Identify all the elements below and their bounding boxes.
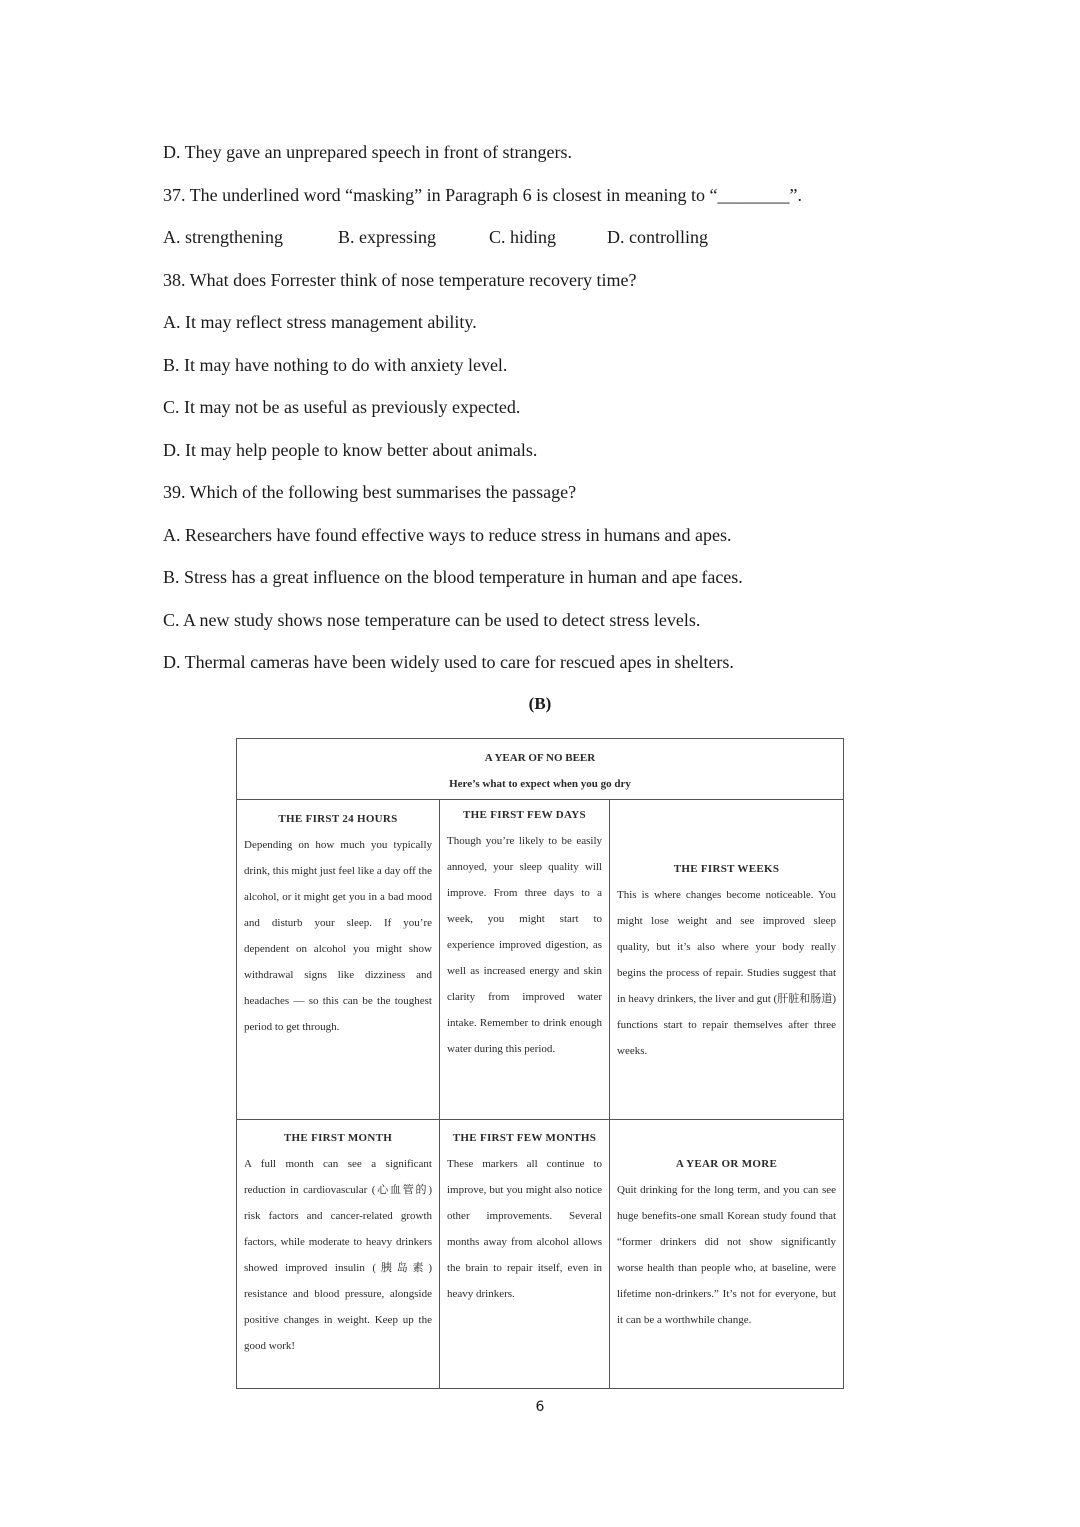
cell-year-or-more xyxy=(610,1120,844,1389)
table-header xyxy=(237,739,844,800)
q37-option-a: A. strengthening xyxy=(163,227,283,247)
cell-title: A YEAR OR MORE xyxy=(675,1158,778,1170)
cell-first-24-hours xyxy=(237,800,440,1120)
cell-text: Though you’re likely to be easily annoyed, your sleep quality will improve. From three days to a week, you might start to experience improved digestion, as well as increased energy and skin clarity from improved water intake. Remember to drink enough water during this period. xyxy=(447,835,602,1055)
q38-option-b: B. It may have nothing to do with anxiety level. xyxy=(163,354,508,375)
cell-text: Quit drinking for the long term, and you can see huge benefits-one small Korean study found that “former drinkers did not show significantly worse health than people who, at baseline, were lifetime non-drinkers.” It’s not for everyone, but it can be a worthwhile change. xyxy=(617,1184,837,1326)
question-block xyxy=(163,141,863,694)
cell-first-month xyxy=(237,1120,440,1389)
cell-text: This is where changes become noticeable. You might lose weight and see improved sleep quality, but it’s also where your body really begins the process of repair. Studies suggest that in heavy drinkers, the liver and gut (肝脏和肠道) functions start to repair themselves after three weeks. xyxy=(617,888,837,1057)
q39-option-c: C. A new study shows nose temperature can be used to detect stress levels. xyxy=(163,609,701,630)
cell-title: THE FIRST FEW MONTHS xyxy=(452,1132,597,1144)
cell-title: THE FIRST FEW DAYS xyxy=(463,809,586,821)
cell-title: THE FIRST MONTH xyxy=(283,1132,393,1144)
cell-text: Depending on how much you typically drink, this might just feel like a day off the alcohol, or it might get you in a bad mood and disturb your sleep. If you’re dependent on alcohol you might show withdrawal signs like dizziness and headaches — so this can be the toughest period to get through. xyxy=(244,839,432,1033)
section-label: (B) xyxy=(528,694,552,713)
q39-stem: 39. Which of the following best summarises the passage? xyxy=(163,482,577,502)
q37-option-c: C. hiding xyxy=(489,227,557,247)
cell-first-few-months xyxy=(440,1120,610,1389)
q37-stem: 37. The underlined word “masking” in Paragraph 6 is closest in meaning to “________”. xyxy=(163,184,803,205)
q39-option-d: D. Thermal cameras have been widely used to care for rescued apes in shelters. xyxy=(163,652,734,672)
q37-option-d: D. controlling xyxy=(607,227,708,247)
cell-title: THE FIRST 24 HOURS xyxy=(278,813,398,825)
table-subtitle: Here’s what to expect when you go dry xyxy=(449,778,631,790)
q37-option-b: B. expressing xyxy=(338,227,436,247)
info-table xyxy=(236,738,844,1389)
cell-title: THE FIRST WEEKS xyxy=(673,862,780,875)
cell-first-few-days xyxy=(440,800,610,1120)
table-title: A YEAR OF NO BEER xyxy=(484,752,596,764)
q38-option-d: D. It may help people to know better about animals. xyxy=(163,439,538,460)
cell-text: A full month can see a significant reduction in cardiovascular (心血管的) risk factors and cancer-related growth factors, while moderate to heavy drinkers showed improved insulin (胰岛素) resistance and blood pressure, alongside positive changes in weight. Keep up the good work! xyxy=(244,1158,432,1352)
q36-option-d: D. They gave an unprepared speech in front of strangers. xyxy=(163,142,573,162)
q39-option-b: B. Stress has a great influence on the blood temperature in human and ape faces. xyxy=(163,567,743,587)
q37-options xyxy=(163,226,863,248)
cell-first-weeks xyxy=(610,800,844,1120)
cell-text: These markers all continue to improve, but you might also notice other improvements. Several months away from alcohol allows the brain to repair itself, even in heavy drinkers. xyxy=(447,1158,602,1300)
q38-stem: 38. What does Forrester think of nose temperature recovery time? xyxy=(163,269,637,290)
page-number: 6 xyxy=(535,1399,545,1415)
q38-option-a: A. It may reflect stress management ability. xyxy=(163,312,477,332)
q38-option-c: C. It may not be as useful as previously expected. xyxy=(163,397,521,417)
q39-option-a: A. Researchers have found effective ways to reduce stress in humans and apes. xyxy=(163,524,732,545)
